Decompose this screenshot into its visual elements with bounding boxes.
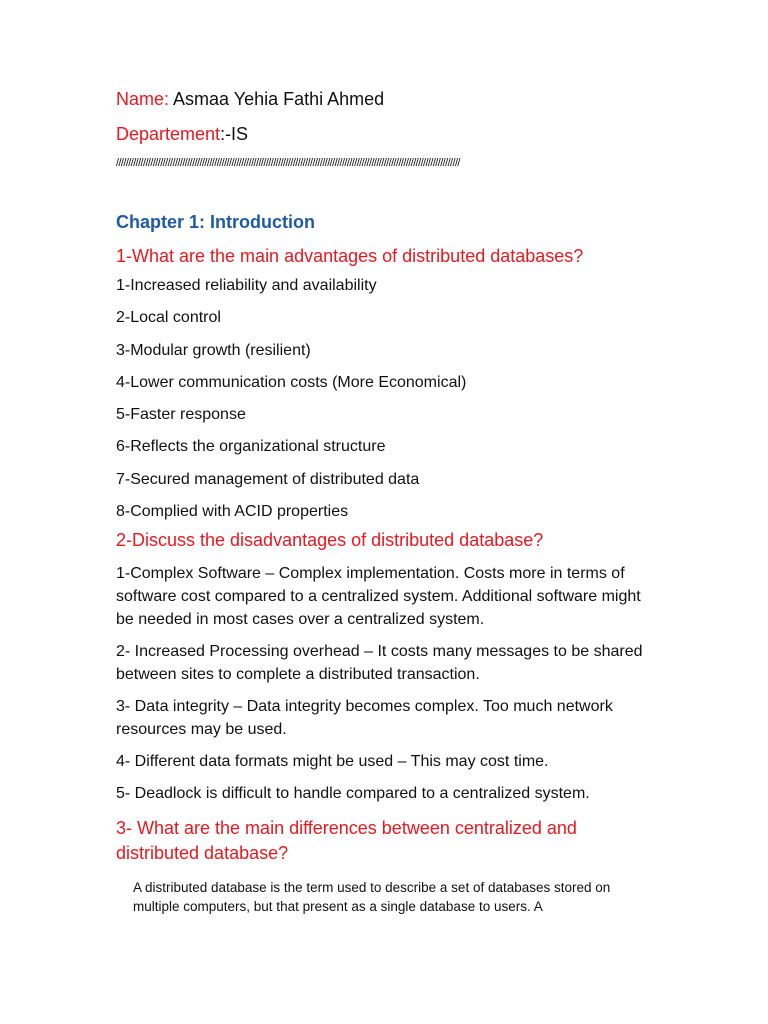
- list-item: 2- Increased Processing overhead – It costs many messages to be shared between sites to complete a distributed transaction.: [116, 642, 643, 683]
- list-item: 3-Modular growth (resilient): [116, 341, 311, 359]
- question-2: 2-Discuss the disadvantages of distributed database?: [116, 530, 544, 551]
- separator-line: ////////////////////////////////////////////////////////////////////////////////////////////////////////////////////////////////////////////: [116, 157, 460, 169]
- department-line: [116, 121, 656, 147]
- list-item: 4- Different data formats might be used – This may cost time.: [116, 753, 549, 771]
- disadvantages-list: [116, 563, 656, 806]
- list-item: 5-Faster response: [116, 406, 246, 424]
- name-line: [116, 86, 656, 112]
- question-3: 3- What are the main differences between centralized and distributed database?: [116, 817, 577, 863]
- chapter-heading: Chapter 1: Introduction: [116, 212, 315, 232]
- list-item: 5- Deadlock is difficult to handle compared to a centralized system.: [116, 785, 590, 803]
- list-item: 3- Data integrity – Data integrity becomes complex. Too much network resources may be used.: [116, 698, 613, 738]
- document-page: [116, 86, 656, 916]
- list-item: 4-Lower communication costs (More Economical): [116, 373, 467, 391]
- list-item: 8-Complied with ACID properties: [116, 503, 349, 521]
- department-value: :-IS: [220, 124, 249, 144]
- advantages-list: [116, 275, 656, 522]
- list-item: 2-Local control: [116, 309, 221, 327]
- list-item: 6-Reflects the organizational structure: [116, 438, 386, 456]
- department-label: Departement: [116, 124, 221, 144]
- list-item: 1-Complex Software – Complex implementation. Costs more in terms of software cost compared to a centralized system. Additional software might be needed in most cases over a centralized system.: [116, 565, 641, 628]
- list-item: 7-Secured management of distributed data: [116, 470, 420, 488]
- question-1: 1-What are the main advantages of distributed databases?: [116, 246, 584, 266]
- question-3-answer: A distributed database is the term used to describe a set of databases stored on multiple computers, but that present as a single database to users. A: [133, 879, 611, 914]
- name-value: Asmaa Yehia Fathi Ahmed: [169, 89, 385, 109]
- list-item: 1-Increased reliability and availability: [116, 277, 377, 294]
- name-label: Name:: [116, 89, 170, 109]
